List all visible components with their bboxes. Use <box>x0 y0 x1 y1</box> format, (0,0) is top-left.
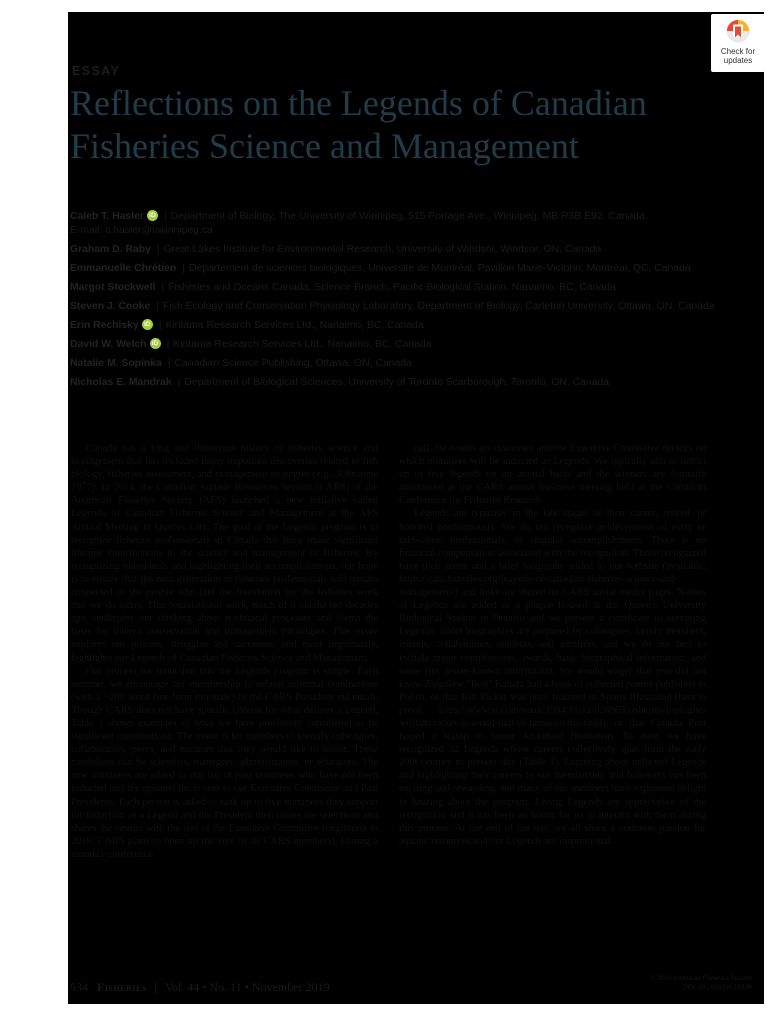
separator: | <box>156 244 160 255</box>
author-list <box>70 210 760 395</box>
issue-info: Vol. 44 • No. 11 • November 2019 <box>164 980 330 994</box>
copyright: © 2019 American Fisheries Society <box>650 975 752 982</box>
body-column-right <box>399 442 706 848</box>
author-entry <box>70 262 760 276</box>
separator: | <box>182 263 185 274</box>
crossmark-icon <box>725 18 751 46</box>
page-number: 534 <box>70 980 88 994</box>
author-entry <box>70 376 760 390</box>
doi-link[interactable]: DOI: 10.1002/fsh.10336 <box>682 984 752 991</box>
badge-label-line1: Check for <box>720 47 756 56</box>
separator: | <box>166 339 170 350</box>
author-affiliation: Kintama Research Services Ltd., Nanaimo, BC, Canada <box>165 320 424 331</box>
separator: | <box>158 320 162 331</box>
footer-separator: | <box>154 980 158 994</box>
author-entry <box>70 300 760 314</box>
body-paragraph: Legends are typically in the late stages of their career, retired, or honored posthumously. We do not recognize achievements of early or mid-career professionals, or singular accomplishments. There is no financial compensation associated with the recognition. Those recognized have their name and a brief biography added to our website (available: https://cars.fisheries.org/legends-of-canadian-fisheries-science-and-management/) and links are shared on CARS social media pages. Names of Legends are added to a plaque housed at the Queen's University Biological Station in Ontario and we present a certificate to surviving Legends. Short biographies are prepared by colleagues, family members, friends, collaborators, students, and admirers, and we do our best to include major contributions, awards, basic biographical information, and some fun, lesser-known information. We would wager that you did not know Zbigniew "Bob" Kabata had a book of collected poems published in Polish, or that Bill Ricker was once featured in Sports Illustrated (here is proof: https://www.si.com/vault/1984/11/12/626963/fisheries-biologist-william-ricker-is-a-real-hall-of-famer-in-his-field), or that Canada Post issued a stamp to honor Archibald Huntsman. To date, we have recognized 32 Legends whose careers collectively span from the early 20th century to present day (Table 1). Learning about inducted Legends and highlighting their careers to our membership and followers has been exciting and rewarding, and many of our members have expressed delight in hearing about the program. Living Legends are appreciative of the recognition and it has been an honor for us to interact with them during this process. At the end of the day, we all share a common passion for aquatic resources and our Legends are inspirational. <box>399 508 706 847</box>
author-entry <box>70 357 760 371</box>
author-affiliation: Canadian Science Publishing, Ottawa, ON, Canada <box>174 358 412 369</box>
author-affiliation: Department of Biology, The University of Winnipeg, 515 Portage Ave., Winnipeg, MB R3B E92, Canada. <box>170 211 648 222</box>
author-name: Erin Rechisky <box>70 320 139 331</box>
author-entry <box>70 319 760 333</box>
page-footer <box>70 980 330 995</box>
body-column-left <box>71 442 378 861</box>
author-name: Graham D. Raby <box>70 244 151 255</box>
body-paragraph: call, the results are discussed and the Executive Committee decides on which nominees will be inducted as Legends. We typically aim to induct up to five legends on an annual basis and the winners are formally announced at the CARS annual business meeting held at the Canadian Conference for Fisheries Research. <box>399 443 706 507</box>
body-paragraph: Our process for induction into the Legends program is simple. Each summer, we encourage our membership to submit informal nominations (with a ~200 word free-form rationale) to the CARS President via email. Though CARS does not have specific criteria for what defines a Legend, Table 1 shows examples of what we have previously considered to be significant contributions. The intent is for members to identify colleagues, collaborators, peers, and mentors that they would like to honor. These candidates can be scientists, managers, administrators, or educators. The new nominees are added to our list of past nominees who have not been inducted and the updated list is sent to our Executive Committee and Past Presidents. Each person is asked to rank up to five nominees they support for induction as a Legend and the President then tallies the selections and shares the results with the rest of the Executive Committee (beginning in 2019, CARS plans to open up the vote to all CARS members). During a monthly conference <box>71 665 378 860</box>
author-name: Emmanuelle Chrétien <box>70 263 177 274</box>
author-entry <box>70 210 760 238</box>
author-name: Margot Stockwell <box>70 282 156 293</box>
orcid-icon[interactable]: iD <box>142 319 153 330</box>
separator: | <box>161 282 165 293</box>
author-affiliation: Great Lakes Institute for Environmental Research, University of Windsor, Windsor, ON, Canada <box>163 244 602 255</box>
separator: | <box>167 358 171 369</box>
author-email[interactable]: E-mail: c.hasler@uwinnipeg.ca <box>70 225 213 236</box>
article-title: Reflections on the Legends of Canadian Fisheries Science and Management <box>70 83 647 166</box>
journal-name: Fisheries <box>97 980 147 994</box>
author-entry <box>70 243 760 257</box>
badge-label-line2: updates <box>723 56 753 65</box>
author-affiliation: Department of Biological Sciences, University of Toronto Scarborough, Toronto, ON, Canada <box>184 377 610 388</box>
author-affiliation: Fisheries and Oceans Canada, Science Branch, Pacific Biological Station, Nanaimo, BC, Canada <box>168 282 616 293</box>
footer-meta <box>651 974 752 992</box>
orcid-icon[interactable]: iD <box>150 338 161 349</box>
document-page <box>68 12 764 1004</box>
author-name: Nicholas E. Mandrak <box>70 377 172 388</box>
author-name: Natalie M. Sopinka <box>70 358 162 369</box>
body-paragraph: Canada has a long and illustrious history in fisheries science and management that has included many important discoveries related to fish biology, fisheries assessment, and management strategies (e.g., Johnstone 1977). In 2014, the Canadian Aquatic Resources Section (CARS) of the American Fisheries Society (AFS) launched a new initiative called Legends of Canadian Fisheries Science and Management at the AFS Annual Meeting in Québec City. The goal of the Legends program is to recognize fisheries professionals in Canada that have made significant lifetime contributions to the science and management of fisheries. By recognizing individuals and highlighting their accomplishments, our hope is to ensure that the next generation of fisheries professionals will remain connected to the people who laid the foundation for the fisheries work that we do today. That foundational work, much of it conducted decades ago, underpins our thinking about ecological processes and forms the basis for today's conservation and management paradigms. This essay explores our process, struggles and successes, and most importantly, highlights our Legends of Canadian Fisheries Science and Management. <box>71 443 378 664</box>
orcid-icon[interactable]: iD <box>147 210 158 221</box>
section-label: ESSAY <box>72 64 121 78</box>
separator: | <box>177 377 181 388</box>
author-name: Steven J. Cooke <box>70 301 151 312</box>
author-affiliation: Kintama Research Services Ltd., Nanaimo, BC, Canada <box>173 339 432 350</box>
separator: | <box>156 301 159 312</box>
author-name: Caleb T. Hasler <box>70 211 144 222</box>
author-entry <box>70 281 760 295</box>
author-affiliation: Département de sciences biologiques, Université de Montréal, Pavillon Marie-Victorin, Montréal, QC, Canada <box>188 263 691 274</box>
check-for-updates-badge[interactable] <box>711 14 765 72</box>
author-entry <box>70 338 760 352</box>
separator: | <box>163 211 167 222</box>
author-name: David W. Welch <box>70 339 147 350</box>
author-affiliation: Fish Ecology and Conservation Physiology Laboratory, Department of Biology, Carleton University, Ottawa, ON, Canada <box>162 301 715 312</box>
